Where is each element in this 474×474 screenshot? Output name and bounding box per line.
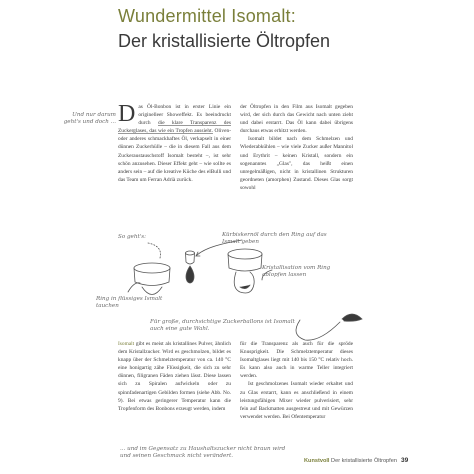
sketch-pointer-dots <box>148 243 161 258</box>
sketch-oil-drop <box>186 266 194 283</box>
running-footer <box>304 458 397 464</box>
footer-section: Kunstvoll <box>304 458 330 464</box>
col2-paragraph-1: der Öltropfen in den Film aus Isomalt gegeben wird, der sich durch das Gewicht nach unten zieht und dabei erstarrt. Das Öl kann dabei übrigens durchaus etwas erhitzt werden. <box>240 104 353 135</box>
sketch-drop-oil <box>240 285 250 289</box>
sketch-label-so-gehts: So geht's: <box>118 234 147 240</box>
sketch-label-crystal: Kristallisation vom Ring ablopfen lassen <box>262 265 331 278</box>
sketch-ring-top-3 <box>228 249 262 259</box>
col1-text-underlined: die klare Transparenz des Zuckerglases, das wie ein Tropfen aussieht. <box>118 120 231 135</box>
body-column-3 <box>118 340 231 413</box>
col1-text-a: as Öl-Bonbon ist in erster Linie ein originelleer Showeffekt. Es beeindruckt durch <box>138 104 231 127</box>
sketch-label-large-balloon: Für große, durchsichtige Zuckerballons ist Isomalt auch eine gute Wahl. <box>150 319 295 332</box>
col4-paragraph-1: für die Transparenz als auch für die spröde Knusprigkeit. Die Schmelztemperatur dieses Isomaltglases liegt mit 140 bis 150 °C relativ hoch. Es kann also auch in warme Teller integriert werden. <box>240 341 353 380</box>
sketch-hanging-drop <box>234 272 254 293</box>
sketch-balloon-cap <box>342 314 362 321</box>
sketch-arrow-ring <box>128 283 140 292</box>
col4-paragraph-2: Ist geschmolzenes Isomalt wieder erkaltet und zu Glas erstarrt, kann es anschließend in einem leistungsfähigen Mixer wieder pulverisiert, sehr fein auf Backmatten ausgestreut und mit Gewürzen verwendet werden. Bei Ofentemperatur <box>240 381 353 420</box>
col1-text-b: Oliven- oder anderes schmackhaftes Öl, verkapselt in einer dünnen Zuckerhülle – die in diesem Fall aus dem Zuckeraustauschstoff Isomalt besteht –, ist sehr schön anzusehen. Dieser Effekt geht – wie sollte es anders sein – auf die kreative Küche des elBulli und das Team um Ferran Adrià zurück. <box>118 128 231 183</box>
page-title: Der kristallisierte Öltropfen <box>118 31 331 51</box>
sketch-ring-top-1 <box>186 251 195 255</box>
sketch-label-oil-drop: Kürbiskernöl durch den Ring auf das Ismalt geben <box>222 232 327 245</box>
body-column-4 <box>240 340 353 421</box>
sketch-ring-body-3 <box>228 254 262 271</box>
col2-paragraph-2: Isomalt bildet nach dem Schmelzen und Wiederabkühlen – wie viele Zucker außer Mannitol und Erythrit – keinen Kristall, sondern ein sogenanntes „Glas", das heißt einen unregelmäßigen, nicht in kristallinen Strukturen geordneten (amorphen) Zustand. Dieses Glas sorgt sowohl <box>240 136 353 191</box>
sketch-label-ring: Ring in flüssiges Ismalt tauchen <box>96 296 163 309</box>
drop-cap: D <box>118 101 136 127</box>
section-kicker: Wundermittel Isomalt: <box>118 6 296 26</box>
sketch-ring-top-2 <box>134 263 170 273</box>
col3-text: gibt es meist als kristallines Pulver, ähnlich dem Kristallzucker. Wird es geschmolzen, bildet es knapp über der Schmelztemperatur von ca. 140 °C eine honigartig zähe Flüssigkeit, die sich zu sehr dünnen, filigranen Fäden ziehen lässt. Diese lassen sich zu Spiralen aufwickeln oder zu spinnfadenartigen Gebilden formen (siehe Abb. No. 9). Bei etwas geringerer Temperatur kann die Tropfenform des Bonbons erzeugt werden, indem <box>118 341 231 412</box>
handwritten-bottom-note: ... und im Gegensatz zu Haushaltszucker nicht braun wird und seinen Geschmack nicht verändert. <box>120 446 286 459</box>
sketch-isomalt-bulge <box>142 287 162 295</box>
sketch-balloon-curve <box>296 320 340 340</box>
page-number: 39 <box>401 457 409 464</box>
footer-title: Der kristallisierte Öltropfen <box>331 458 397 464</box>
handwritten-sidenote: Und nur darum geht's und doch ... <box>63 112 116 125</box>
isomalt-lead-term: Isomalt <box>118 341 135 347</box>
